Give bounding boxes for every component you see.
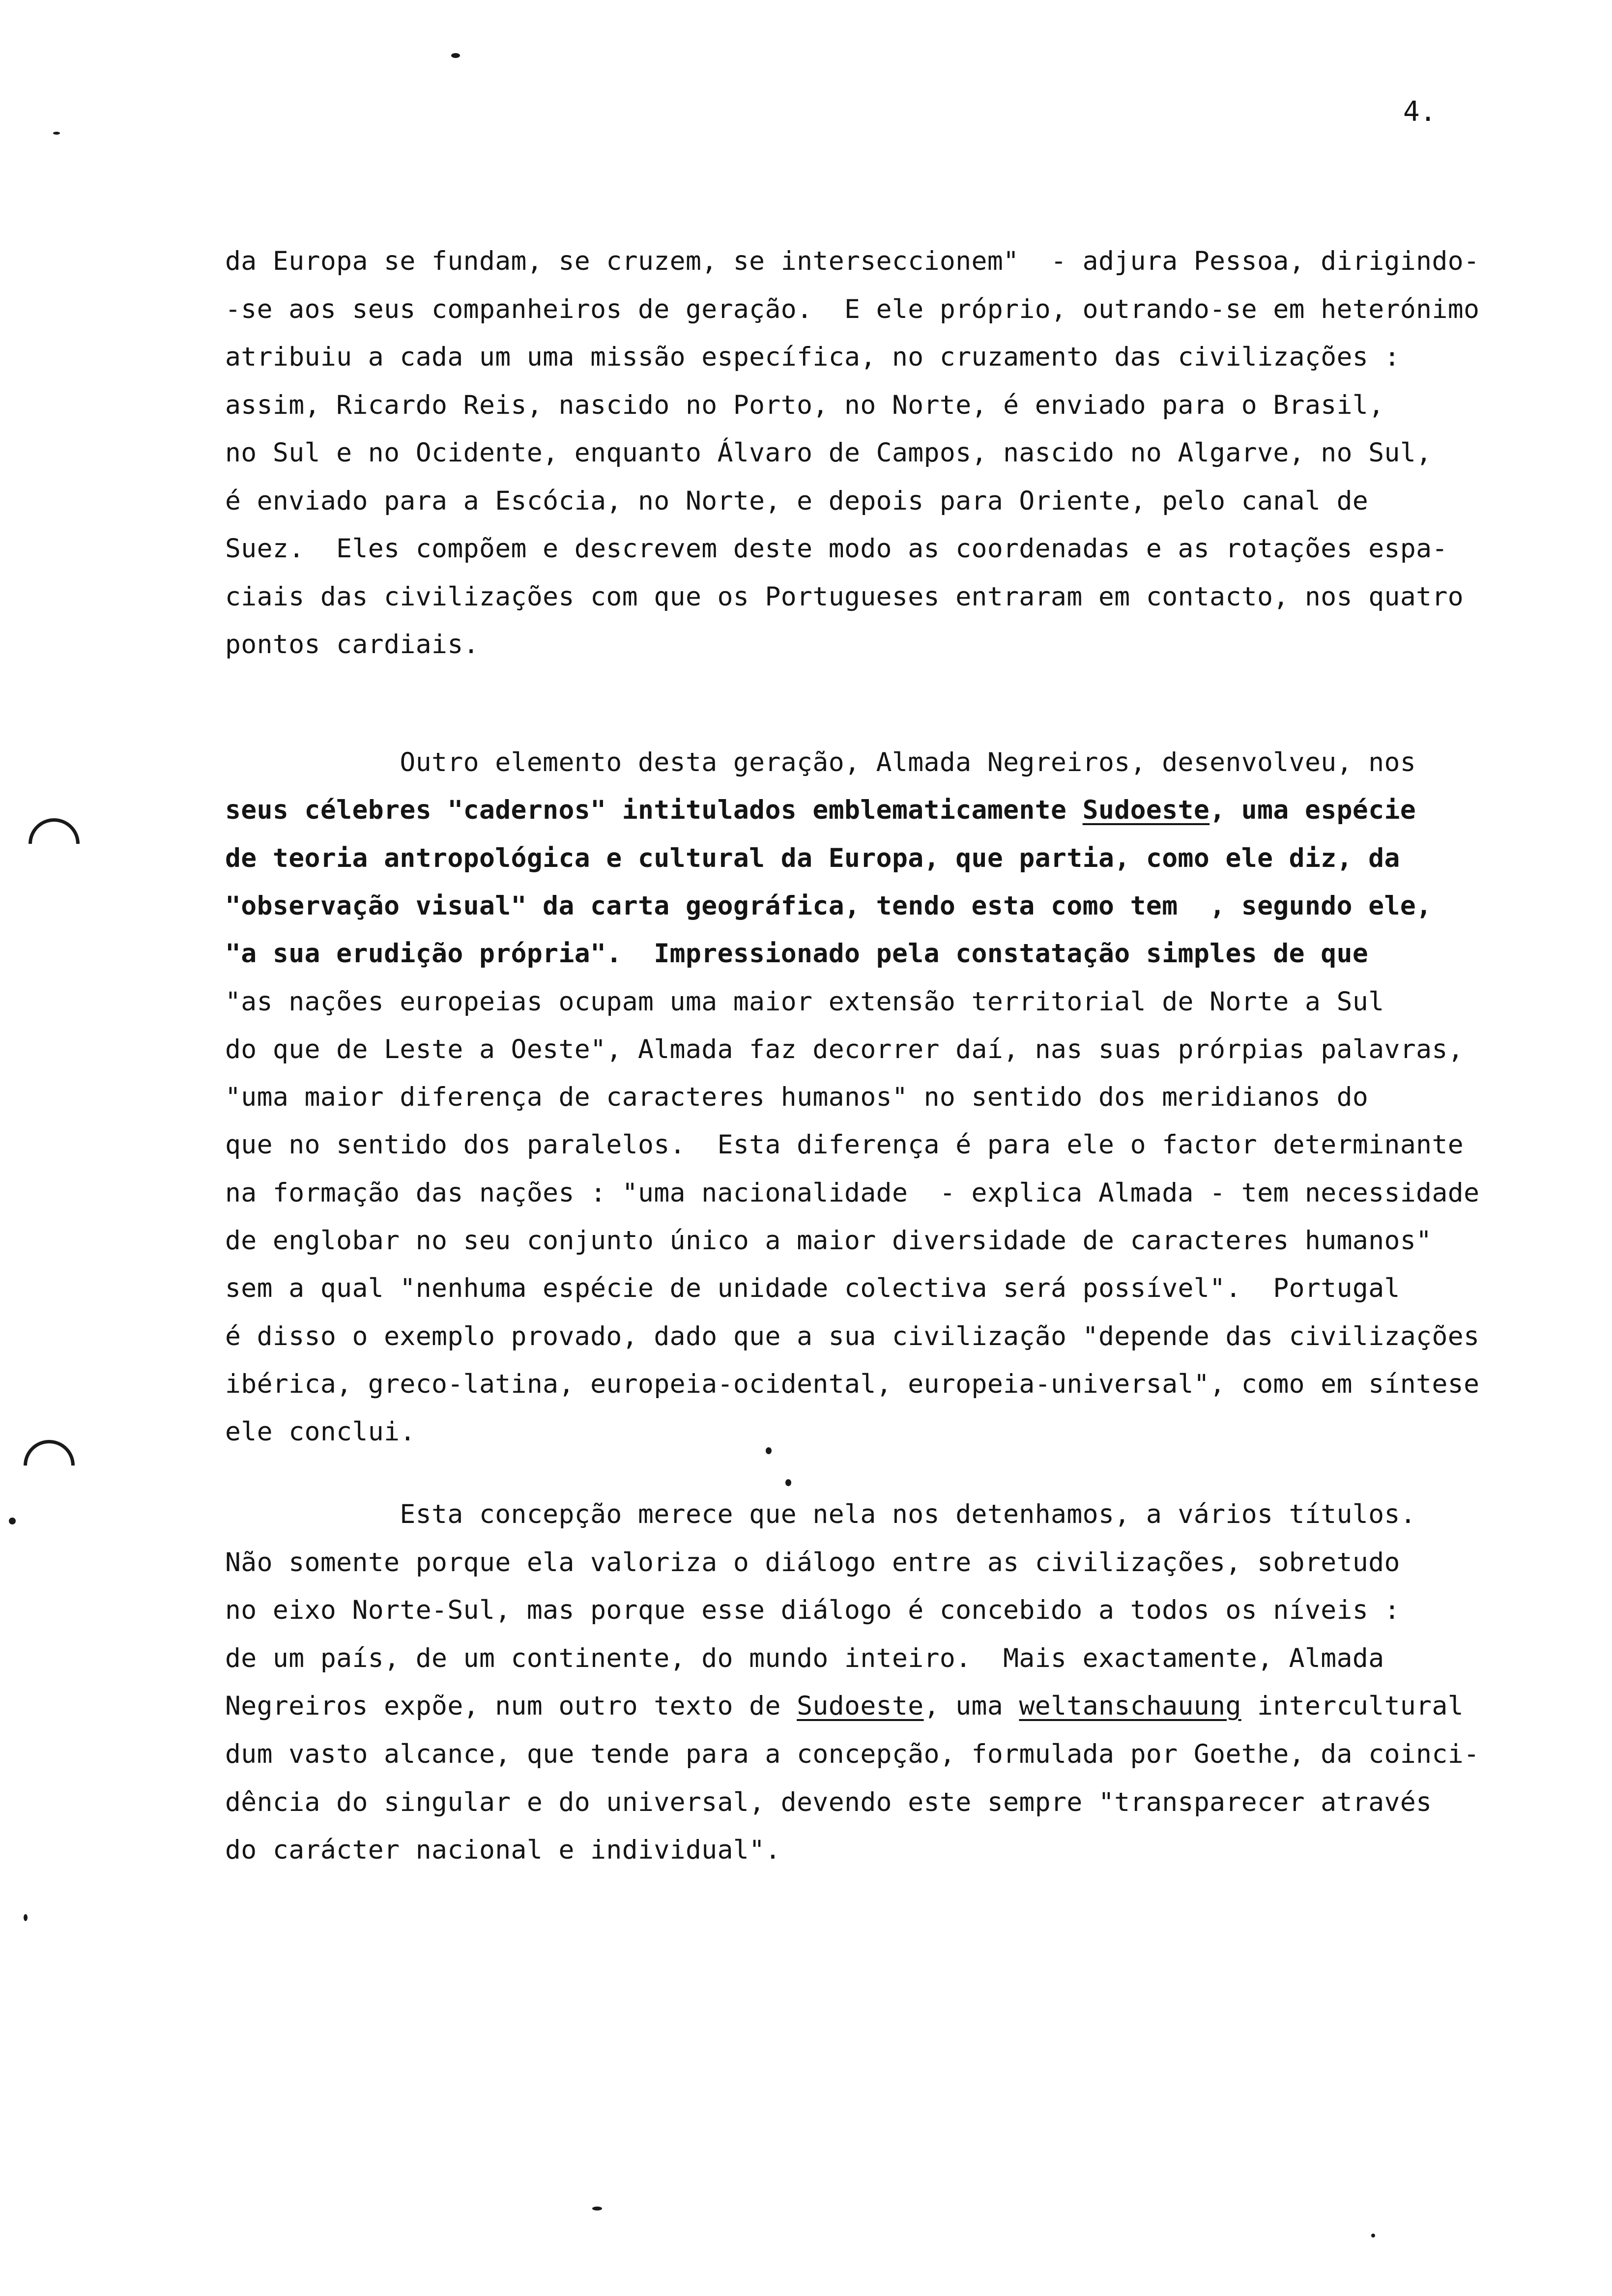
text-line (225, 584, 1464, 610)
text-line (225, 1036, 1464, 1062)
text-line (225, 248, 1479, 274)
text-line (225, 296, 1479, 322)
text-line (225, 1741, 1479, 1767)
text-segment: -se aos seus companheiros de geração. E ele próprio, outrando-se em heterónimo (225, 294, 1480, 324)
text-line (225, 893, 1432, 919)
text-segment: na formação das nações : "uma nacionalidade - explica Almada - tem necessidade (225, 1178, 1480, 1208)
text-line (225, 1550, 1400, 1576)
text-segment: , uma (923, 1691, 1019, 1721)
text-line (225, 392, 1384, 418)
text-line (225, 797, 1416, 823)
text-line (225, 1789, 1432, 1815)
text-line (225, 536, 1448, 562)
binder-hole-mark (18, 807, 90, 880)
text-line (225, 1501, 1416, 1527)
text-line (225, 1228, 1432, 1254)
text-segment: assim, Ricardo Reis, nascido no Porto, no Norte, é enviado para o Brasil, (225, 390, 1384, 420)
text-segment: ele conclui. (225, 1417, 416, 1447)
scan-speck (9, 1518, 16, 1524)
text-segment: de teoria antropológica e cultural da Europa, que partia, como ele diz, da (225, 843, 1400, 873)
text-segment: Não somente porque ela valoriza o diálogo entre as civilizações, sobretudo (225, 1548, 1400, 1578)
scan-speck (592, 2207, 602, 2210)
text-line (225, 631, 479, 658)
text-segment: "a sua erudição própria". Impressionado pela constatação simples de que (225, 939, 1369, 969)
text-segment: da Europa se fundam, se cruzem, se interseccionem" - adjura Pessoa, dirigindo- (225, 246, 1480, 276)
text-segment: , uma espécie (1209, 795, 1416, 825)
underlined-title: Sudoeste (1082, 795, 1210, 825)
text-segment: é enviado para a Escócia, no Norte, e depois para Oriente, pelo canal de (225, 486, 1369, 516)
scan-speck (766, 1447, 772, 1454)
binder-hole-mark (13, 1429, 85, 1501)
text-segment: ciais das civilizações com que os Portugueses entraram em contacto, nos quatro (225, 582, 1464, 612)
text-line (225, 1084, 1368, 1110)
text-segment: pontos cardiais. (225, 630, 479, 660)
text-segment: sem a qual "nenhuma espécie de unidade colectiva será possível". Portugal (225, 1273, 1400, 1303)
text-line (225, 749, 1416, 775)
page-number: 4. (1403, 96, 1437, 128)
text-segment: Negreiros expõe, num outro texto de (225, 1691, 797, 1721)
text-line (225, 1597, 1400, 1623)
text-line (225, 941, 1368, 967)
text-segment: é disso o exemplo provado, dado que a sua civilização "depende das civilizações (225, 1321, 1480, 1351)
underlined-title: Sudoeste (797, 1691, 924, 1721)
text-segment: Suez. Eles compõem e descrevem deste modo as coordenadas e as rotações espa- (225, 534, 1448, 564)
text-segment: que no sentido dos paralelos. Esta diferença é para ele o factor determinante (225, 1130, 1464, 1160)
scan-speck (1371, 2234, 1375, 2238)
text-line (225, 488, 1368, 514)
text-segment: Esta concepção merece que nela nos detenhamos, a vários títulos. (225, 1499, 1416, 1529)
text-line (225, 989, 1384, 1015)
text-line (225, 1645, 1384, 1671)
text-line (225, 845, 1400, 871)
text-line (225, 1180, 1479, 1206)
text-segment: no eixo Norte-Sul, mas porque esse diálogo é concebido a todos os níveis : (225, 1595, 1400, 1625)
text-segment: atribuiu a cada um uma missão específica, no cruzamento das civilizações : (225, 342, 1400, 372)
text-line (225, 1323, 1479, 1349)
text-segment: dência do singular e do universal, devendo este sempre "transparecer através (225, 1787, 1432, 1817)
scan-speck (785, 1479, 791, 1486)
text-segment: seus célebres "cadernos" intitulados emblematicamente (225, 795, 1083, 825)
text-segment: dum vasto alcance, que tende para a concepção, formulada por Goethe, da coinci- (225, 1739, 1480, 1769)
text-line (225, 1132, 1464, 1158)
text-segment: do que de Leste a Oeste", Almada faz decorrer daí, nas suas prórpias palavras, (225, 1034, 1464, 1064)
text-segment: do carácter nacional e individual". (225, 1835, 781, 1865)
scan-speck (53, 132, 60, 135)
text-line (225, 440, 1432, 466)
text-segment: de englobar no seu conjunto único a maior diversidade de caracteres humanos" (225, 1226, 1432, 1256)
text-segment: "observação visual" da carta geográfica, tendo esta como tem , segundo ele, (225, 891, 1432, 921)
scan-speck (24, 1914, 28, 1921)
underlined-title: weltanschauung (1019, 1691, 1241, 1721)
text-line (225, 1275, 1400, 1301)
text-segment: ibérica, greco-latina, europeia-ocidental, europeia-universal", como em síntese (225, 1369, 1480, 1399)
text-segment: intercultural (1241, 1691, 1464, 1721)
text-line (225, 1837, 781, 1863)
text-line (225, 1693, 1464, 1719)
scan-speck (451, 53, 460, 58)
text-line (225, 1419, 416, 1445)
text-line (225, 1371, 1479, 1397)
text-segment: no Sul e no Ocidente, enquanto Álvaro de Campos, nascido no Algarve, no Sul, (225, 438, 1432, 468)
text-segment: "uma maior diferença de caracteres humanos" no sentido dos meridianos do (225, 1082, 1369, 1112)
text-segment: Outro elemento desta geração, Almada Negreiros, desenvolveu, nos (225, 747, 1416, 777)
text-line (225, 344, 1400, 370)
text-segment: de um país, de um continente, do mundo inteiro. Mais exactamente, Almada (225, 1643, 1384, 1673)
text-segment: "as nações europeias ocupam uma maior extensão territorial de Norte a Sul (225, 987, 1384, 1017)
